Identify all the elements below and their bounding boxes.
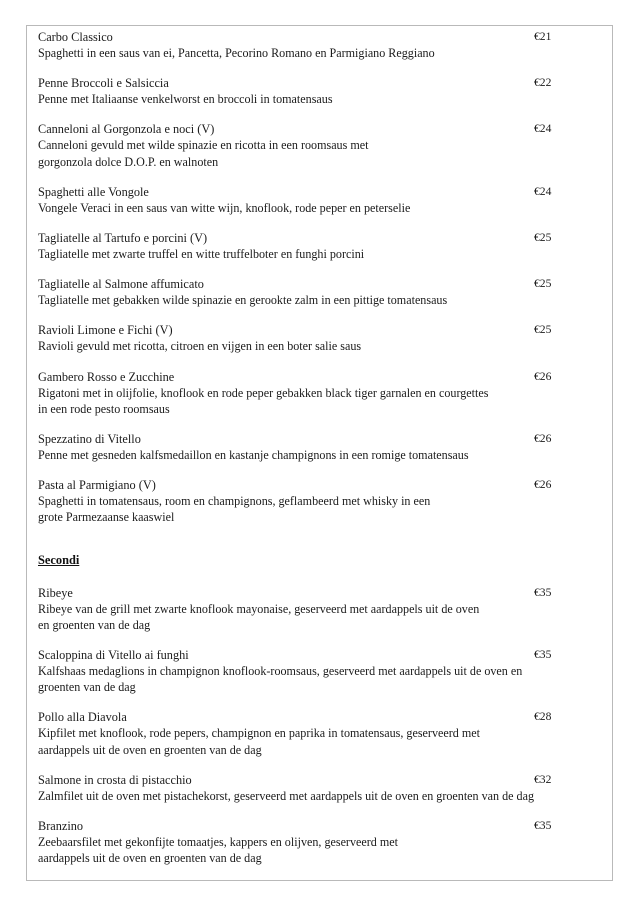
menu-item-description <box>38 91 558 107</box>
menu-item-description-line: Rigatoni met in olijfolie, knoflook en rode peper gebakken black tiger garnalen en courgettes <box>38 385 489 400</box>
menu-item-description-line: en groenten van de dag <box>38 617 151 632</box>
menu-item <box>38 369 603 417</box>
menu-item-header <box>38 369 603 385</box>
menu-item-price: €26 <box>534 369 552 383</box>
menu-item-description-line: Kalfshaas medaglions in champignon knoflook-roomsaus, geserveerd met aardappels uit de oven en <box>38 664 523 679</box>
menu-item-header <box>38 230 603 246</box>
menu-item <box>38 322 603 354</box>
menu-item <box>38 647 603 695</box>
menu-item-description-line: Spaghetti in een saus van ei, Pancetta, Pecorino Romano en Parmigiano Reggiano <box>38 46 435 60</box>
menu-item-header <box>38 585 603 601</box>
menu-item <box>38 772 603 804</box>
menu-item-description-line: Spaghetti in tomatensaus, room en champignons, geflambeerd met whisky in een <box>38 494 431 509</box>
menu-item-name: Salmone in crosta di pistacchio <box>38 772 192 787</box>
menu-item-price: €25 <box>534 277 552 291</box>
menu-item-description <box>38 601 558 633</box>
menu-item-price: €24 <box>534 184 552 198</box>
menu-item-header <box>38 709 603 725</box>
menu-item-price: €26 <box>534 478 552 492</box>
menu-item-name: Spaghetti alle Vongole <box>38 184 149 199</box>
menu-item-price: €25 <box>534 323 552 337</box>
menu-item-description-line: Vongele Veraci in een saus van witte wijn, knoflook, rode peper en peterselie <box>38 200 411 215</box>
menu-item-name: Ravioli Limone e Fichi (V) <box>38 323 173 338</box>
menu-item-description <box>38 200 558 216</box>
menu-item <box>38 184 603 216</box>
menu-item-description-line: Zalmfilet uit de oven met pistachekorst, geserveerd met aardappels uit de oven en groenten van de dag <box>38 788 534 803</box>
menu-sections <box>38 29 603 866</box>
menu-item <box>38 585 603 633</box>
menu-item-header <box>38 322 603 338</box>
menu-item <box>38 29 603 61</box>
menu-item-price: €22 <box>534 76 552 90</box>
menu-item-header <box>38 121 603 137</box>
menu-item-description-line: Penne met Italiaanse venkelworst en broccoli in tomatensaus <box>38 92 333 107</box>
menu-item-description-line: grote Parmezaanse kaaswiel <box>38 510 175 525</box>
menu-item-name: Tagliatelle al Tartufo e porcini (V) <box>38 231 208 246</box>
menu-item-description-line: Ravioli gevuld met ricotta, citroen en vijgen in een boter salie saus <box>38 339 362 354</box>
menu-item <box>38 709 603 757</box>
menu-item <box>38 431 603 463</box>
menu-item-header <box>38 184 603 200</box>
menu-item-description <box>38 725 558 757</box>
menu-item <box>38 477 603 525</box>
menu-section <box>38 552 603 867</box>
menu-item-description <box>38 447 558 463</box>
menu-item-description-line: Zeebaarsfilet met gekonfijte tomaatjes, kappers en olijven, geserveerd met <box>38 835 398 850</box>
menu-item-description-line: Kipfilet met knoflook, rode pepers, champignon en paprika in tomatensaus, geserveerd met <box>38 726 480 741</box>
menu-section <box>38 29 603 526</box>
menu-item-price: €24 <box>534 122 552 136</box>
menu-item-description-line: aardappels uit de oven en groenten van de dag <box>38 851 262 866</box>
menu-item-price: €26 <box>534 432 552 446</box>
menu-page-sheet <box>26 25 613 881</box>
menu-item-description <box>38 292 558 308</box>
menu-item-price: €35 <box>534 648 552 662</box>
menu-item-description <box>38 338 558 354</box>
menu-item <box>38 75 603 107</box>
menu-item-name: Ribeye <box>38 585 73 600</box>
menu-item-description <box>38 385 558 417</box>
menu-item-description-line: Canneloni gevuld met wilde spinazie en ricotta in een roomsaus met <box>38 138 369 153</box>
menu-item-price: €28 <box>534 710 552 724</box>
menu-item-header <box>38 75 603 91</box>
menu-item-header <box>38 431 603 447</box>
menu-item-description <box>38 493 558 525</box>
menu-item <box>38 230 603 262</box>
menu-item-description <box>38 137 558 169</box>
menu-item-description-line: Penne met gesneden kalfsmedaillon en kastanje champignons in een romige tomatensaus <box>38 448 469 463</box>
menu-item-description <box>38 45 558 61</box>
menu-item-header <box>38 29 603 45</box>
menu-item-price: €35 <box>534 819 552 833</box>
menu-item-header <box>38 818 603 834</box>
menu-item-header <box>38 647 603 663</box>
menu-item-price: €35 <box>534 585 552 599</box>
menu-content <box>38 29 603 880</box>
menu-item-description <box>38 246 558 262</box>
menu-item-name: Spezzatino di Vitello <box>38 432 141 447</box>
menu-item <box>38 121 603 169</box>
menu-item-description-line: Tagliatelle met gebakken wilde spinazie en gerookte zalm in een pittige tomatensaus <box>38 293 448 308</box>
menu-item-name: Pasta al Parmigiano (V) <box>38 478 156 493</box>
menu-item-description <box>38 834 558 866</box>
menu-item-price: €25 <box>534 231 552 245</box>
menu-item <box>38 818 603 866</box>
menu-item-name: Scaloppina di Vitello ai funghi <box>38 648 189 663</box>
menu-item-description-line: groenten van de dag <box>38 680 136 695</box>
menu-item-description-line: in een rode pesto roomsaus <box>38 401 170 416</box>
menu-item-header <box>38 477 603 493</box>
menu-item <box>38 276 603 308</box>
menu-item-name: Pollo alla Diavola <box>38 710 127 725</box>
menu-item-description-line: aardappels uit de oven en groenten van de dag <box>38 742 262 757</box>
menu-item-description-line: Ribeye van de grill met zwarte knoflook mayonaise, geserveerd met aardappels uit de oven <box>38 601 480 616</box>
menu-item-name: Tagliatelle al Salmone affumicato <box>38 277 204 292</box>
menu-item-name: Branzino <box>38 819 84 834</box>
menu-item-description-line: gorgonzola dolce D.O.P. en walnoten <box>38 154 219 169</box>
menu-item-name: Penne Broccoli e Salsiccia <box>38 76 169 91</box>
menu-item-name: Carbo Classico <box>38 30 113 44</box>
menu-item-description-line: Tagliatelle met zwarte truffel en witte truffelboter en funghi porcini <box>38 247 365 262</box>
menu-item-name: Gambero Rosso e Zucchine <box>38 369 175 384</box>
menu-item-description <box>38 663 558 695</box>
menu-item-name: Canneloni al Gorgonzola e noci (V) <box>38 122 215 137</box>
section-heading: Secondi <box>38 552 80 567</box>
menu-item-description <box>38 788 558 804</box>
menu-item-price: €21 <box>534 30 552 43</box>
menu-item-header <box>38 276 603 292</box>
menu-item-header <box>38 772 603 788</box>
menu-item-price: €32 <box>534 772 552 786</box>
